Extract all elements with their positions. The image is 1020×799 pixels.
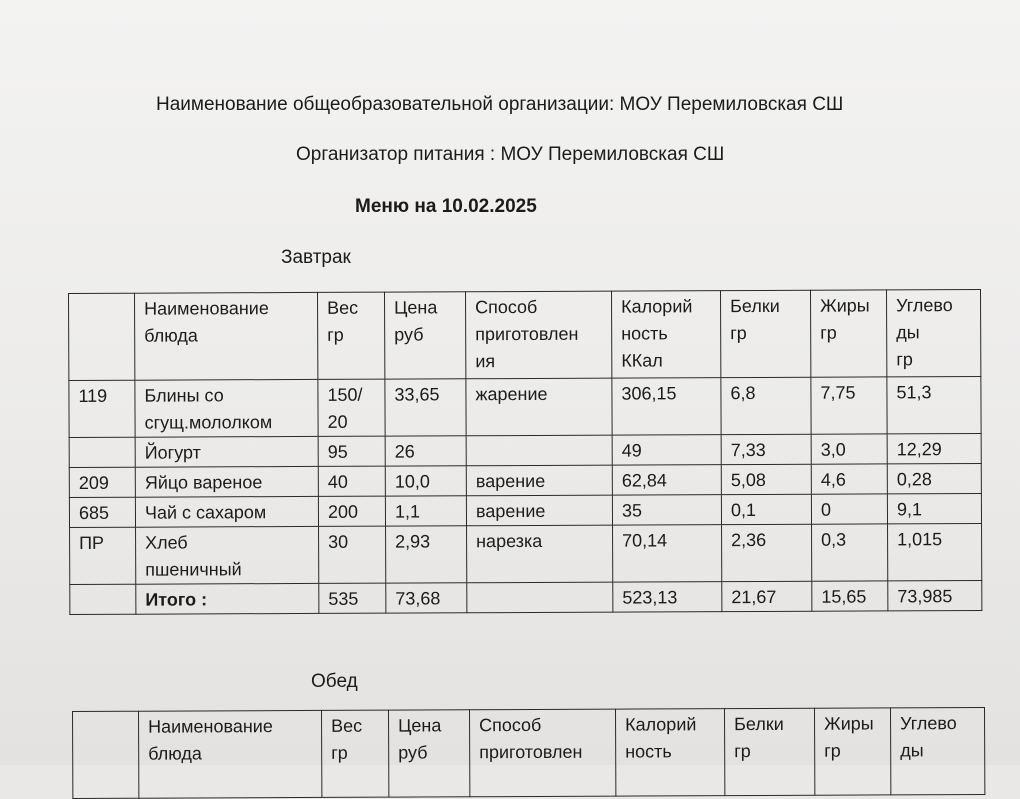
total-label: Итого : [136, 583, 319, 614]
cell-price: 1,1 [385, 496, 466, 526]
header-cell-fats: Жиры гр [814, 708, 890, 795]
cell-proteins: 2,36 [722, 524, 812, 581]
total-calories: 523,13 [613, 582, 722, 612]
cell-proteins: 5,08 [721, 464, 811, 494]
cell-weight: 30 [319, 526, 386, 583]
header-cell-calories: Калорий ность ККал [611, 291, 720, 378]
cell-price: 26 [385, 436, 466, 466]
cell-calories: 306,15 [612, 378, 721, 435]
header-cell-carbs: Углево ды [890, 708, 984, 795]
cell-carbs: 12,29 [887, 434, 981, 464]
header-cell-num [69, 293, 135, 380]
cell-carbs: 51,3 [887, 377, 981, 434]
breakfast-table [68, 289, 982, 615]
table-row [69, 494, 981, 528]
cell-dish: Блины со сгущ.мололком [135, 379, 318, 437]
cell-carbs: 0,28 [887, 464, 981, 494]
cell-num: ПР [70, 527, 136, 584]
cell-calories: 35 [612, 495, 721, 525]
cell-price: 33,65 [385, 379, 466, 436]
cell-fats: 3,0 [811, 434, 887, 464]
cell-weight: 95 [318, 436, 385, 466]
cell-fats: 0 [811, 494, 887, 524]
cell-method [466, 435, 612, 466]
cell-num [70, 584, 136, 614]
table-row [69, 434, 981, 468]
cell-method: жарение [466, 378, 612, 436]
total-carbs: 73,985 [888, 581, 982, 611]
total-proteins: 21,67 [722, 581, 812, 611]
cell-weight: 40 [318, 466, 385, 496]
header-cell-price: Цена руб [388, 710, 469, 797]
header-cell-price: Цена руб [384, 292, 465, 379]
cell-carbs: 1,015 [888, 524, 982, 581]
lunch-heading: Обед [311, 671, 358, 692]
total-price: 73,68 [386, 583, 467, 613]
cell-fats: 4,6 [811, 464, 887, 494]
header-cell-num [73, 711, 139, 798]
cell-num: 685 [69, 497, 135, 527]
cell-dish: Хлеб пшеничный [136, 526, 319, 584]
lunch-table [72, 707, 985, 799]
header-cell-weight: Вес гр [321, 710, 388, 797]
total-fats: 15,65 [812, 581, 888, 611]
cell-num: 119 [69, 380, 135, 437]
cell-weight: 200 [318, 496, 385, 526]
header-cell-method: Способ приготовлен [469, 709, 615, 797]
cell-method: нарезка [467, 525, 613, 583]
organization-line: Наименование общеобразовательной организации: МОУ Перемиловская СШ [156, 94, 844, 115]
header-cell-proteins: Белки гр [724, 708, 814, 795]
cell-proteins: 7,33 [721, 434, 811, 464]
header-cell-proteins: Белки гр [720, 290, 810, 377]
cell-price: 10,0 [385, 466, 466, 496]
caterer-line: Организатор питания : МОУ Перемиловская СШ [296, 144, 725, 165]
cell-fats: 0,3 [812, 524, 888, 581]
table-row [70, 524, 982, 585]
menu-title: Меню на 10.02.2025 [355, 196, 537, 217]
cell-method: варение [466, 495, 612, 526]
cell-calories: 62,84 [612, 465, 721, 495]
cell-calories: 49 [612, 435, 721, 465]
header-cell-method: Способ приготовлен ия [465, 291, 611, 379]
cell-method: варение [466, 465, 612, 496]
cell-num: 209 [69, 467, 135, 497]
table-row [69, 377, 981, 438]
cell-weight: 150/ 20 [318, 379, 385, 436]
table-row [69, 464, 981, 498]
total-weight: 535 [319, 583, 386, 613]
header-cell-dish: Наименование блюда [135, 292, 318, 380]
header-cell-fats: Жиры гр [810, 290, 886, 377]
header-cell-weight: Вес гр [317, 292, 384, 379]
header-cell-carbs: Углево ды гр [886, 290, 980, 377]
cell-dish: Яйцо вареное [135, 466, 318, 497]
cell-fats: 7,75 [811, 377, 887, 434]
total-row [70, 581, 982, 615]
table-header-row [69, 290, 981, 381]
cell-proteins: 0,1 [721, 494, 811, 524]
cell-price: 2,93 [386, 526, 467, 583]
cell-method [467, 582, 613, 613]
cell-dish: Йогурт [135, 436, 318, 467]
table-header-row [73, 708, 985, 799]
breakfast-heading: Завтрак [281, 247, 351, 268]
cell-num [69, 437, 135, 467]
header-cell-dish: Наименование блюда [139, 710, 322, 798]
cell-calories: 70,14 [613, 525, 722, 582]
header-cell-calories: Калорий ность [615, 709, 724, 796]
cell-carbs: 9,1 [887, 494, 981, 524]
cell-dish: Чай с сахаром [135, 496, 318, 527]
cell-proteins: 6,8 [721, 377, 811, 434]
